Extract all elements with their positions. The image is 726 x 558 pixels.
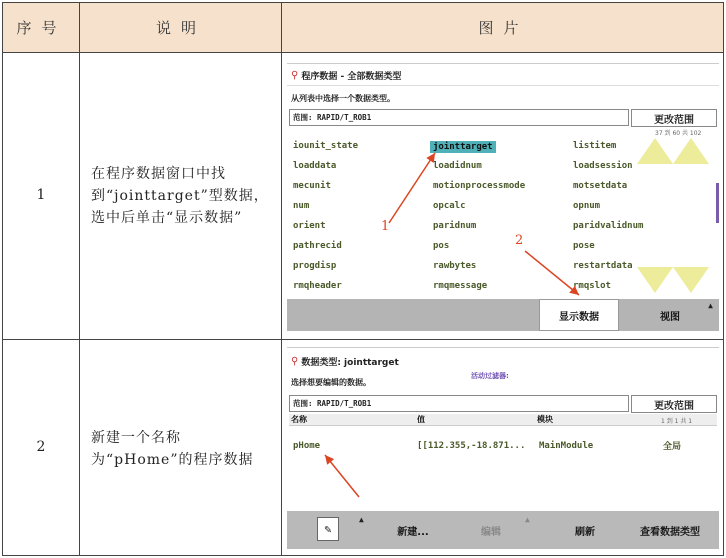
user-icon: ⚲ (291, 356, 299, 367)
marker-2: 2 (515, 233, 524, 248)
range-field: 范围: RAPID/T_ROB1 (289, 109, 629, 126)
header-description: 说明 (155, 19, 206, 37)
type-list-item[interactable]: rawbytes (433, 261, 477, 271)
arrow-2 (525, 251, 579, 295)
type-list-item[interactable]: rmqmessage (433, 281, 488, 291)
window-title: ⚲ 数据类型: jointtarget (291, 356, 399, 368)
divider (281, 3, 282, 555)
filter-label: 活动过滤器: (471, 372, 509, 380)
change-range-button[interactable]: 更改范围 (631, 109, 717, 127)
program-data-screenshot (287, 63, 719, 333)
view-data-types-button[interactable]: 查看数据类型 (640, 526, 700, 538)
row-scope[interactable]: 全局 (663, 442, 682, 452)
arrow (325, 455, 359, 497)
change-range-button[interactable]: 更改范围 (631, 395, 717, 413)
instruction-table (2, 2, 724, 556)
type-list-item[interactable]: pos (433, 241, 450, 251)
col-value: 值 (417, 415, 425, 424)
caret-up-icon: ▲ (359, 515, 364, 524)
header-image: 图片 (478, 19, 529, 37)
annotation-arrows (287, 63, 719, 333)
row-value[interactable]: [[112.355,-18.871... (417, 441, 526, 451)
user-icon: ⚲ (291, 70, 299, 81)
row-number: 1 (36, 187, 46, 203)
divider (3, 339, 723, 340)
show-data-button[interactable]: 显示数据 (539, 299, 619, 331)
range-field: 范围: RAPID/T_ROB1 (289, 395, 629, 412)
arrow-1 (389, 153, 435, 223)
refresh-button[interactable]: 刷新 (575, 526, 595, 538)
type-list-item[interactable]: pose (573, 241, 595, 251)
col-module: 模块 (537, 415, 553, 424)
marker-1: 1 (381, 219, 390, 234)
type-list-item[interactable]: loaddata (293, 161, 337, 171)
type-list-item[interactable]: pathrecid (293, 241, 342, 251)
edit-button[interactable]: 编辑 (481, 526, 501, 538)
type-list-item[interactable]: loadidnum (433, 161, 482, 171)
type-list-item[interactable]: opcalc (433, 201, 466, 211)
row-description: 在程序数据窗口中找到“jointtarget”型数据，选中后单击“显示数据” (91, 166, 269, 226)
instruction-text: 选择想要编辑的数据。 (291, 378, 371, 387)
caret-up-icon: ▲ (708, 301, 713, 310)
header-number: 序号 (16, 19, 67, 37)
divider (79, 3, 80, 555)
type-list-item[interactable]: progdisp (293, 261, 337, 271)
row-number: 2 (36, 439, 46, 455)
paging-text: 37 到 60 共 102 (655, 130, 702, 137)
type-list-item[interactable]: iounit_state (293, 141, 359, 151)
document-icon[interactable]: ✎ (317, 517, 339, 541)
type-list-item[interactable]: rmqheader (293, 281, 342, 291)
divider (3, 52, 723, 53)
bottom-bar (287, 511, 719, 549)
type-list-item[interactable]: motsetdata (573, 181, 628, 191)
bottom-bar (287, 299, 719, 331)
type-list-item[interactable]: orient (293, 221, 326, 231)
type-list-item[interactable]: listitem (573, 141, 617, 151)
row-name[interactable]: pHome (293, 441, 321, 451)
type-list-item[interactable]: jointtarget (430, 141, 496, 153)
type-list-item[interactable]: loadsession (573, 161, 633, 171)
window-title: ⚲ 程序数据 - 全部数据类型 (291, 70, 402, 82)
new-button[interactable]: 新建... (397, 526, 429, 538)
data-type-screenshot (287, 347, 719, 551)
col-name: 名称 (291, 415, 307, 424)
type-list-item[interactable]: rmqslot (573, 281, 611, 291)
type-list-item[interactable]: mecunit (293, 181, 331, 191)
type-list-item[interactable]: paridnum (433, 221, 477, 231)
caret-up-icon: ▲ (525, 515, 530, 524)
paging-text: 1 到 1 共 1 (661, 418, 693, 425)
type-list-item[interactable]: opnum (573, 201, 601, 211)
instruction-text: 从列表中选择一个数据类型。 (291, 94, 395, 103)
type-list-item[interactable]: motionprocessmode (433, 181, 526, 191)
row-module[interactable]: MainModule (539, 441, 594, 451)
view-button[interactable]: 视图 (660, 311, 680, 323)
type-list-item[interactable]: restartdata (573, 261, 633, 271)
row-description: 新建一个名称为“pHome”的程序数据 (91, 430, 254, 468)
type-list-item[interactable]: num (293, 201, 310, 211)
type-list-item[interactable]: paridvalidnum (573, 221, 644, 231)
